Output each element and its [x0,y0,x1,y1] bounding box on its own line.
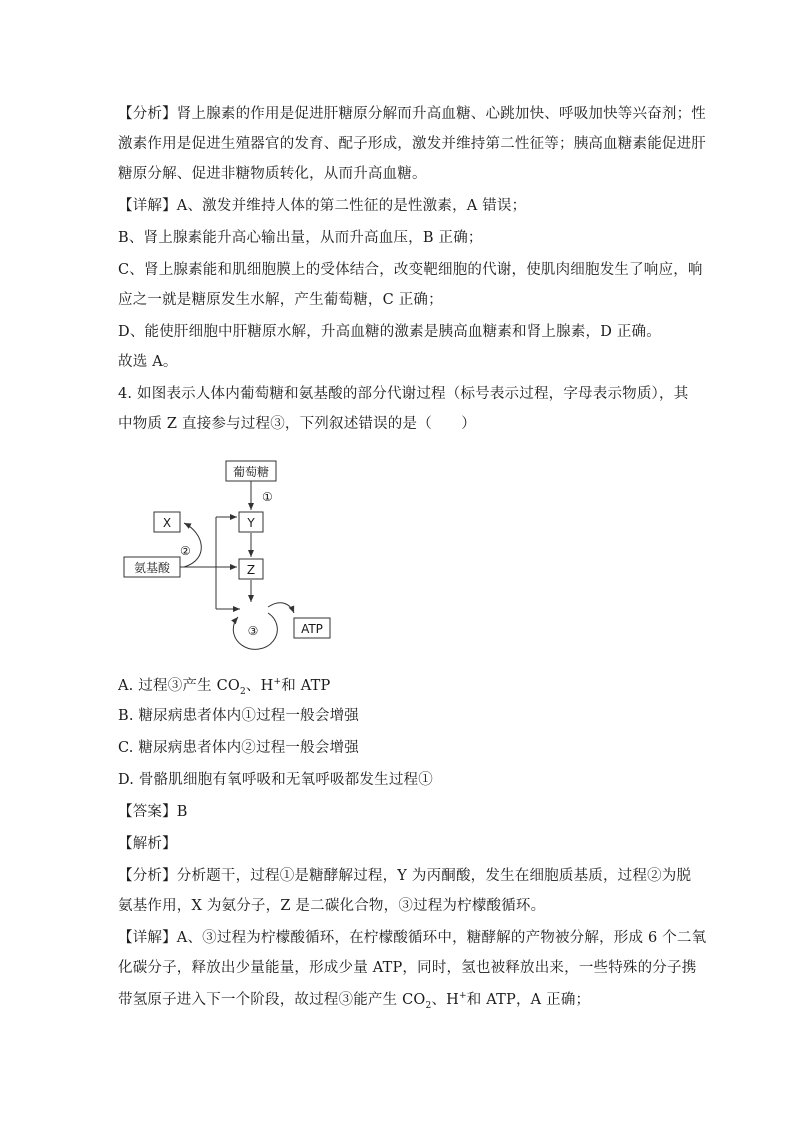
text-line: 氨基作用，X 为氨分子，Z 是二碳化合物，③过程为柠檬酸循环。 [118,898,546,914]
metabolism-diagram [118,455,358,655]
last-line-prefix: 带氢原子进入下一个阶段，故过程③能产生 CO [118,992,426,1008]
text-line: 应之一就是糖原发生水解，产生葡萄糖，C 正确； [118,292,443,308]
option-a-prefix: A. 过程③产生 CO [118,678,240,694]
answer: 【答案】B [118,804,188,820]
analysis-title: 【解析】 [118,836,177,852]
option-a-mid: 、H [245,678,274,694]
text-line: 【详解】A、激发并维持人体的第二性征的是性激素，A 错误； [118,198,527,214]
last-line-sup: + [458,991,467,1002]
text-line: 【分析】分析题干，过程①是糖酵解过程，Y 为丙酮酸，发生在细胞质基质，过程②为脱 [118,868,692,884]
text-line: 【详解】A、③过程为柠檬酸循环，在柠檬酸循环中，糖酵解的产物被分解，形成 6 个二氧 [118,930,707,946]
atp-label: ATP [301,622,323,636]
last-line [118,990,678,1010]
text-line: 化碳分子，释放出少量能量，形成少量 ATP，同时，氢也被释放出来，一些特殊的分子携 [118,960,697,976]
option-b: B. 糖尿病患者体内①过程一般会增强 [118,708,359,724]
x-label: X [162,516,172,530]
text-line: D、能使肝细胞中肝糖原水解，升高血糖的激素是胰高血糖素和肾上腺素，D 正确。 [118,324,661,340]
option-d: D. 骨骼肌细胞有氧呼吸和无氧呼吸都发生过程① [118,772,433,788]
option-a-sub: 2 [239,686,246,697]
text-line: 糖原分解、促进非糖物质转化，从而升高血糖。 [118,166,427,182]
amino-acid-label: 氨基酸 [133,561,171,575]
text-line: 中物质 Z 直接参与过程③，下列叙述错误的是（ ） [118,416,476,432]
step3-label: ③ [247,624,259,638]
option-c: C. 糖尿病患者体内②过程一般会增强 [118,740,359,756]
glucose-label: 葡萄糖 [232,465,270,479]
arrow-cycle-atp [268,603,294,613]
text-line: 故选 A。 [118,354,178,370]
z-label: Z [246,563,256,577]
last-line-mid: 、H [431,992,459,1008]
last-line-suffix: 和 ATP，A 正确； [466,992,591,1008]
last-line-sub: 2 [425,1000,432,1011]
option-a [118,676,678,696]
step1-label: ① [262,490,273,504]
text-line: 激素作用是促进生殖器官的发育、配子形成，激发并维持第二性征等；胰高血糖素能促进肝 [118,136,706,152]
step2-label: ② [180,544,191,558]
text-line: 【分析】肾上腺素的作用是促进肝糖原分解而升高血糖、心跳加快、呼吸加快等兴奋剂；性 [118,106,706,122]
y-label: Y [247,516,255,530]
text-line: B、肾上腺素能升高心输出量，从而升高血压，B 正确； [118,230,483,246]
option-a-sup: + [273,677,282,688]
option-a-suffix: 和 ATP [281,678,331,694]
text-line: C、肾上腺素能和肌细胞膜上的受体结合，改变靶细胞的代谢，使肌肉细胞发生了响应，响 [118,262,703,278]
text-line: 4. 如图表示人体内葡萄糖和氨基酸的部分代谢过程（标号表示过程，字母表示物质），其 [118,386,689,402]
